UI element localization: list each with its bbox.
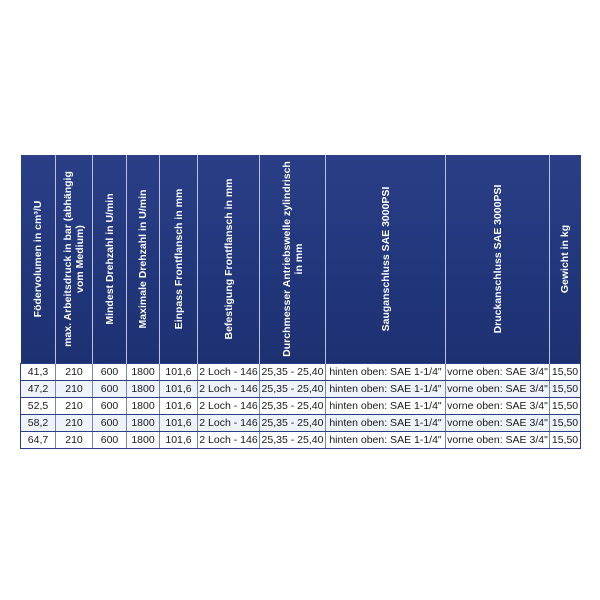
table-row <box>21 364 581 381</box>
header-cell <box>326 155 446 364</box>
table-row <box>21 415 581 432</box>
table-cell: 600 <box>93 398 127 415</box>
header-cell <box>127 155 160 364</box>
table-row <box>21 432 581 449</box>
table-cell: 1800 <box>127 398 160 415</box>
header-cell <box>160 155 198 364</box>
table-cell: 600 <box>93 432 127 449</box>
table-cell: vorne oben: SAE 3/4" <box>446 381 550 398</box>
table-cell: 41,3 <box>21 364 56 381</box>
header-cell <box>93 155 127 364</box>
table-cell: 2 Loch - 146 <box>198 432 260 449</box>
table-cell: 58,2 <box>21 415 56 432</box>
header-cell <box>21 155 56 364</box>
table-cell: 101,6 <box>160 381 198 398</box>
header-cell <box>198 155 260 364</box>
table-cell: hinten oben: SAE 1-1/4" <box>326 398 446 415</box>
spec-table-wrapper <box>20 155 580 449</box>
header-label: Födervolumen in cm³/U <box>31 200 44 318</box>
header-label: Gewicht in kg <box>559 224 572 294</box>
header-label: max. Arbeitsdruck in bar (abhängig vom Medium) <box>62 171 86 347</box>
table-cell: vorne oben: SAE 3/4" <box>446 364 550 381</box>
table-cell: 15,50 <box>550 364 581 381</box>
header-row <box>21 155 581 364</box>
table-cell: hinten oben: SAE 1-1/4" <box>326 415 446 432</box>
table-cell: 600 <box>93 381 127 398</box>
table-cell: 64,7 <box>21 432 56 449</box>
table-cell: hinten oben: SAE 1-1/4" <box>326 381 446 398</box>
header-label: Sauganschluss SAE 3000PSI <box>379 186 392 332</box>
table-cell: vorne oben: SAE 3/4" <box>446 398 550 415</box>
table-cell: 600 <box>93 415 127 432</box>
table-cell: 47,2 <box>21 381 56 398</box>
table-cell: hinten oben: SAE 1-1/4" <box>326 364 446 381</box>
table-cell: 1800 <box>127 381 160 398</box>
table-body <box>21 364 581 449</box>
table-cell: 52,5 <box>21 398 56 415</box>
table-cell: vorne oben: SAE 3/4" <box>446 432 550 449</box>
table-cell: 210 <box>56 381 93 398</box>
header-cell <box>260 155 326 364</box>
header-label: Befestigung Frontflansch in mm <box>222 178 235 340</box>
table-cell: 25,35 - 25,40 <box>260 432 326 449</box>
table-cell: 15,50 <box>550 398 581 415</box>
table-cell: 1800 <box>127 415 160 432</box>
header-cell <box>550 155 581 364</box>
spec-table <box>20 155 581 449</box>
header-label: Durchmesser Antriebswelle zylindrisch in mm <box>280 161 305 357</box>
table-cell: 210 <box>56 432 93 449</box>
table-cell: 25,35 - 25,40 <box>260 381 326 398</box>
table-cell: hinten oben: SAE 1-1/4" <box>326 432 446 449</box>
table-cell: 1800 <box>127 364 160 381</box>
table-cell: 210 <box>56 415 93 432</box>
table-cell: 2 Loch - 146 <box>198 364 260 381</box>
header-label: Mindest Drehzahl in U/min <box>103 193 116 325</box>
table-cell: 101,6 <box>160 364 198 381</box>
table-cell: 210 <box>56 364 93 381</box>
table-cell: 101,6 <box>160 432 198 449</box>
table-row <box>21 381 581 398</box>
table-cell: 1800 <box>127 432 160 449</box>
table-cell: 2 Loch - 146 <box>198 381 260 398</box>
table-cell: 101,6 <box>160 415 198 432</box>
table-cell: vorne oben: SAE 3/4" <box>446 415 550 432</box>
table-cell: 25,35 - 25,40 <box>260 415 326 432</box>
header-label: Einpass Frontflansch in mm <box>172 188 185 330</box>
table-cell: 25,35 - 25,40 <box>260 364 326 381</box>
table-cell: 15,50 <box>550 381 581 398</box>
table-cell: 210 <box>56 398 93 415</box>
table-cell: 101,6 <box>160 398 198 415</box>
table-cell: 25,35 - 25,40 <box>260 398 326 415</box>
table-cell: 600 <box>93 364 127 381</box>
table-row <box>21 398 581 415</box>
table-cell: 15,50 <box>550 415 581 432</box>
table-cell: 2 Loch - 146 <box>198 398 260 415</box>
table-cell: 15,50 <box>550 432 581 449</box>
header-label: Maximale Drehzahl in U/min <box>137 189 149 329</box>
table-cell: 2 Loch - 146 <box>198 415 260 432</box>
header-cell <box>446 155 550 364</box>
header-label: Druckanschluss SAE 3000PSI <box>491 184 504 334</box>
header-cell <box>56 155 93 364</box>
